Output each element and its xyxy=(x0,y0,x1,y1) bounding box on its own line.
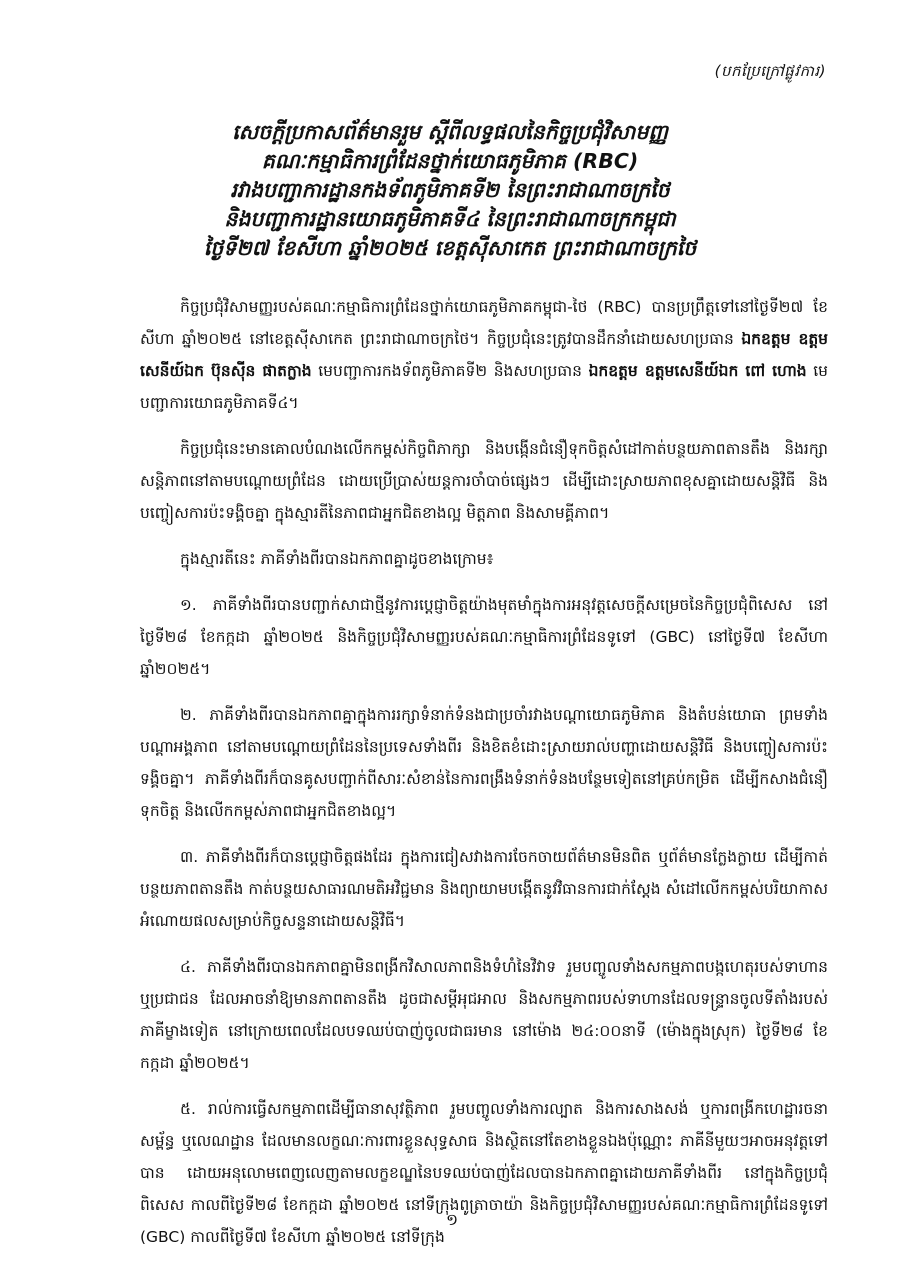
agreement-item-3: ៣. ភាគីទាំងពីរក៏បានប្តេជ្ញាចិត្តផងដែរ ក្នុងការជៀសវាងការចែកចាយព័ត៌មានមិនពិត ឬព័ត៌មានក្លែងក្លាយ ដើម្បីកាត់បន្ថយភាពតានតឹង កាត់បន្ថយសាធារណមតិអវិជ្ជមាន និងព្យាយាមបង្កើតនូវវិធានការជាក់ស្តែង សំដៅលើកកម្ពស់បរិយាកាសអំណោយផលសម្រាប់កិច្ចសន្ទនាដោយសន្តិវិធី។ xyxy=(140,848,828,930)
paragraph-text: មេបញ្ជាការកងទ័ពភូមិភាគទី២ និងសហប្រធាន xyxy=(311,362,589,380)
unofficial-translation-note: (បកប្រែក្រៅផ្លូវការ) xyxy=(714,62,826,80)
paragraph-agreement-intro: ក្នុងស្មារតីនេះ ភាគីទាំងពីរបានឯកភាពគ្នាដូចខាងក្រោម៖ xyxy=(180,550,494,568)
title-line: និងបញ្ជាការដ្ឋានយោធភូមិភាគទី៤ នៃព្រះរាជាណាចក្រកម្ពុជា xyxy=(224,207,676,231)
paragraph-text: កិច្ចប្រជុំវិសាមញ្ញរបស់គណៈកម្មាធិការព្រំដែនថ្នាក់យោធភូមិភាគកម្ពុជា-ថៃ (RBC) បានប្រព្រឹត្តទៅនៅថ្ងៃទី២៧ ខែសីហា ឆ្នាំ២០២៥ នៅខេត្តស៊ីសាកេត ព្រះរាជាណាចក្រថៃ។ កិច្ចប្រជុំនេះត្រូវបានដឹកនាំដោយសហប្រធាន xyxy=(140,298,828,348)
paragraph-intro xyxy=(140,291,828,419)
paragraph-text: មេបញ្ជាការយោធភូមិភាគទី៤។ xyxy=(140,362,829,412)
title-line: គណៈកម្មាធិការព្រំដែនថ្នាក់យោធភូមិភាគ (RBC) xyxy=(261,149,639,173)
title-line: ថ្ងៃទី២៧ ខែសីហា ឆ្នាំ២០២៥ ខេត្តស៊ីសាកេត ព្រះរាជាណាចក្រថៃ xyxy=(203,236,697,260)
agreement-item-5: ៥. រាល់ការធ្វើសកម្មភាពដើម្បីធានាសុវត្ថិភាព រួមបញ្ចូលទាំងការល្បាត និងការសាងសង់ ឬការពង្រីកហេដ្ឋារចនាសម្ព័ន្ធ ឬលេណដ្ឋាន ដែលមានលក្ខណៈការពារខ្លួនសុទ្ធសាធ និងស្ថិតនៅតែខាងខ្លួនឯងប៉ុណ្ណោះ ភាគីនីមួយៗអាចអនុវត្តទៅបាន ដោយអនុលោមពេញលេញតាមលក្ខខណ្ឌនៃបទឈប់បាញ់ដែលបានឯកភាពគ្នាដោយភាគីទាំងពីរ នៅក្នុងកិច្ចប្រជុំពិសេស កាលពីថ្ងៃទី២៨ ខែកក្កដា ឆ្នាំ២០២៥ នៅទីក្រុងពូត្រាចាយ៉ា និងកិច្ចប្រជុំវិសាមញ្ញរបស់គណៈកម្មាធិការព្រំដែនទូទៅ (GBC) កាលពីថ្ងៃទី៧ ខែសីហា ឆ្នាំ២០២៥ នៅទីក្រុង xyxy=(140,1100,828,1246)
title-line: សេចក្តីប្រកាសព័ត៌មានរួម ស្តីពីលទ្ធផលនៃកិច្ចប្រជុំវិសាមញ្ញ xyxy=(232,120,668,144)
page-number: ១ xyxy=(445,1210,459,1229)
agreement-item-1: ១. ភាគីទាំងពីរបានបញ្ជាក់សាជាថ្មីនូវការប្តេជ្ញាចិត្តយ៉ាងមុតមាំក្នុងការអនុវត្តសេចក្តីសម្រេចនៃកិច្ចប្រជុំពិសេស នៅថ្ងៃទី២៨ ខែកក្កដា ឆ្នាំ២០២៥ និងកិច្ចប្រជុំវិសាមញ្ញរបស់គណៈកម្មាធិការព្រំដែនទូទៅ (GBC) នៅថ្ងៃទី៧ ខែសីហា ឆ្នាំ២០២៥។ xyxy=(140,596,828,678)
title-line: រវាងបញ្ជាការដ្ឋានកងទ័ពភូមិភាគទី២ នៃព្រះរាជាណាចក្រថៃ xyxy=(230,178,670,202)
agreement-item-4: ៤. ភាគីទាំងពីរបានឯកភាពគ្នាមិនពង្រីកវិសាលភាពនិងទំហំនៃវិវាទ រួមបញ្ចូលទាំងសកម្មភាពបង្កហេតុរបស់ទាហាន ឬប្រជាជន ដែលអាចនាំឱ្យមានភាពតានតឹង ដូចជាសម្តីអុជអាល និងសកម្មភាពរបស់ទាហានដែលទន្ទ្រានចូលទីតាំងរបស់ភាគីម្ខាងទៀត នៅក្រោយពេលដែលបទឈប់បាញ់ចូលជាធរមាន នៅម៉ោង ២៤:០០នាទី (ម៉ោងក្នុងស្រុក) ថ្ងៃទី២៨ ខែកក្កដា ឆ្នាំ២០២៥។ xyxy=(140,958,828,1072)
paragraph-purpose: កិច្ចប្រជុំនេះមានគោលបំណងលើកកម្ពស់កិច្ចពិភាក្សា និងបង្កើនជំនឿទុកចិត្តសំដៅកាត់បន្ថយភាពតានតឹង និងរក្សាសន្តិភាពនៅតាមបណ្តោយព្រំដែន ដោយប្រើប្រាស់យន្តការចាំបាច់ផ្សេងៗ ដើម្បីដោះស្រាយភាពខុសគ្នាដោយសន្តិវិធី និងបញ្ចៀសការប៉ះទង្គិចគ្នា ក្នុងស្មារតីនៃភាពជាអ្នកជិតខាងល្អ មិត្តភាព និងសាមគ្គីភាព។ xyxy=(140,440,828,522)
co-chair-name-cambodia: ឯកឧត្តម ឧត្តមសេនីយ៍ឯក ពៅ ហោង xyxy=(588,362,807,380)
document-title xyxy=(100,118,800,263)
co-chair-name-thai: ឯកឧត្តម ឧត្តមសេនីយ៍ឯក ប៊ុនស៊ីន ផាតក្លាង xyxy=(140,330,829,380)
document-body xyxy=(140,291,828,1267)
agreement-item-2: ២. ភាគីទាំងពីរបានឯកភាពគ្នាក្នុងការរក្សាទំនាក់ទំនងជាប្រចាំរវាងបណ្តាយោធភូមិភាគ និងតំបន់យោធា ព្រមទាំងបណ្តាអង្គភាព នៅតាមបណ្តោយព្រំដែននៃប្រទេសទាំងពីរ និងខិតខំដោះស្រាយរាល់បញ្ហាដោយសន្តិវិធី និងបញ្ចៀសការប៉ះទង្គិចគ្នា។ ភាគីទាំងពីរក៏បានគូសបញ្ជាក់ពីសារៈសំខាន់នៃការពង្រឹងទំនាក់ទំនងបន្ថែមទៀតនៅគ្រប់កម្រិត ដើម្បីកសាងជំនឿទុកចិត្ត និងលើកកម្ពស់ភាពជាអ្នកជិតខាងល្អ។ xyxy=(140,706,828,820)
